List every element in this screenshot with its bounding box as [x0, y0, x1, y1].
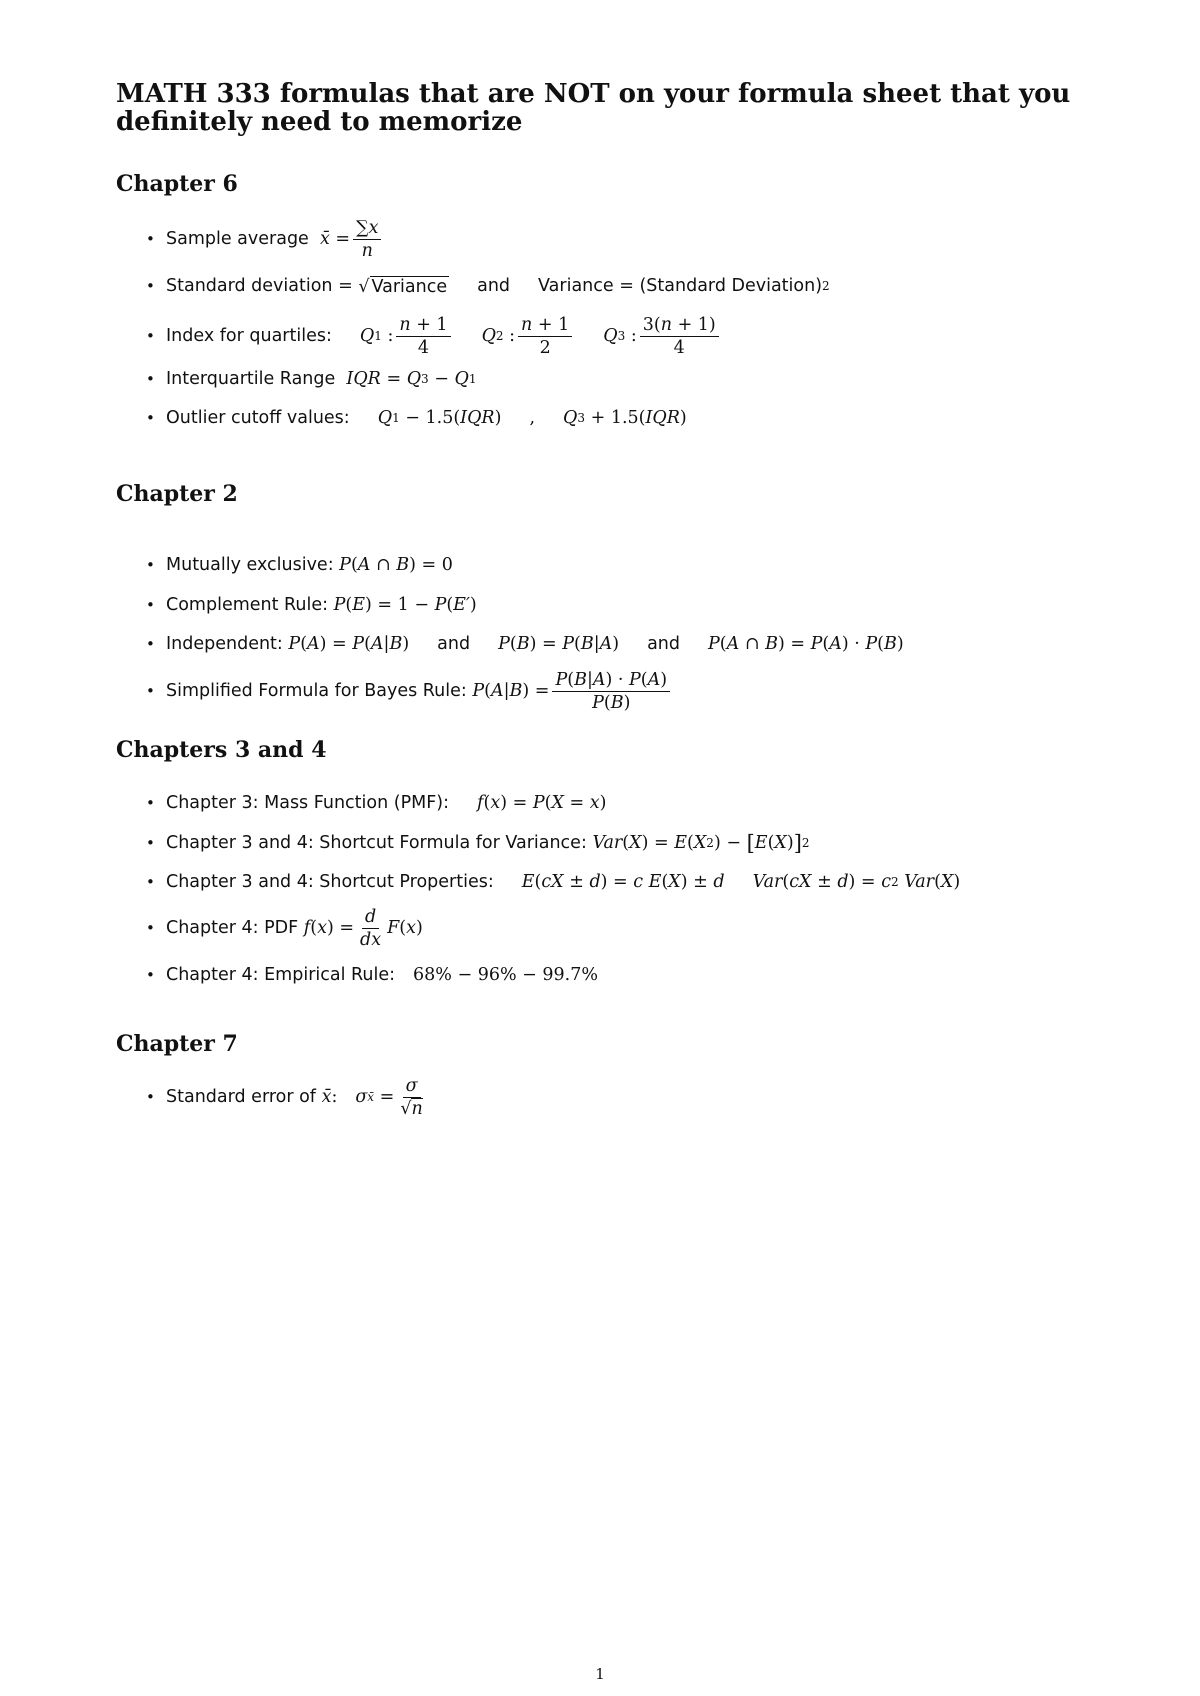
empirical-rule-values: 68% − 96% − 99.7%: [413, 965, 598, 985]
pdf-label: • Chapter 4: PDF: [166, 918, 299, 938]
variance-radicand: Variance: [371, 276, 448, 297]
section-heading-chapter-2: Chapter 2: [116, 481, 238, 507]
sample-average-label: • Sample average: [166, 229, 309, 249]
list-item: • Independent: P ( A ) = P ( A | B ) and P ( B ) = P ( B | A ) and P ( A ∩ B ) = P ( A ) · P ( B ): [116, 625, 1096, 663]
list-item: • Outlier cutoff values: Q 1 − 1.5( IQR ) , Q 3 + 1.5( IQR ): [116, 398, 1096, 438]
outlier-label: • Outlier cutoff values:: [166, 408, 350, 428]
list-item: • Interquartile Range IQR = Q 3 − Q 1: [116, 360, 1096, 398]
std-dev-term: (Standard Deviation): [639, 276, 823, 296]
list-item: • Complement Rule: P ( E ) = 1 − P ( E′ ): [116, 585, 1096, 625]
section-heading-chapter-7: Chapter 7: [116, 1031, 238, 1057]
variance-label: Variance: [538, 276, 614, 296]
pmf-label: • Chapter 3: Mass Function (PMF):: [166, 793, 450, 813]
list-item: • Mutually exclusive: P ( A ∩ B ) = 0: [116, 545, 1096, 585]
chapters-3-and-4-list: [116, 783, 1096, 995]
and-connector: and: [477, 276, 511, 296]
list-item: • Standard deviation = √ Variance and Variance = (Standard Deviation) 2: [116, 260, 1096, 312]
list-item: • Chapter 3 and 4: Shortcut Properties: E ( cX ± d ) = c E ( X ) ± d Var ( cX ± d ) = c 2 Var ( X ): [116, 863, 1096, 901]
section-heading-chapter-6: Chapter 6: [116, 171, 238, 197]
page-title: MATH 333 formulas that are NOT on your formula sheet that you definitely need to memorize: [116, 79, 1071, 137]
standard-error-label: • Standard error of: [166, 1087, 316, 1107]
variance-shortcut-label: • Chapter 3 and 4: Shortcut Formula for Variance:: [166, 833, 587, 853]
list-item: [116, 955, 1096, 995]
and-connector: and: [437, 634, 471, 654]
chapter-2-list: [116, 555, 1096, 719]
list-item: • Sample average x̄ = $\frac{\sum x}{n}$: [116, 218, 1096, 260]
std-dev-label: • Standard deviation: [166, 276, 333, 296]
empirical-rule-label: • Chapter 4: Empirical Rule:: [166, 965, 396, 985]
iqr-label: • Interquartile Range: [166, 369, 336, 389]
list-item: • Index for quartiles: Q 1 : $\frac{n + 1}{4}$ Q 2 : $\frac{n + 1}{2}$ Q 3 : $\frac{3(n + 1)}{4}$: [116, 312, 1096, 360]
list-item: • Standard error of x̄ : σ x̄ = $\frac{\sigma}{√n}$: [116, 1070, 1096, 1124]
list-item: • Chapter 3: Mass Function (PMF): f ( x ) = P ( X = x ): [116, 783, 1096, 823]
shortcut-properties-label: • Chapter 3 and 4: Shortcut Properties:: [166, 872, 494, 892]
chapter-7-list: [116, 1070, 1096, 1124]
and-connector: and: [647, 634, 681, 654]
chapter-6-list: [116, 218, 1096, 438]
independent-label: • Independent:: [166, 634, 283, 654]
complement-rule-label: • Complement Rule:: [166, 595, 329, 615]
quartile-index-label: • Index for quartiles:: [166, 326, 332, 346]
page-number: 1: [595, 1665, 605, 1683]
mutually-exclusive-label: • Mutually exclusive:: [166, 555, 334, 575]
list-item: • Simplified Formula for Bayes Rule: P ( A | B ) = $\frac{P(B|A) \cdot P(A)}{P(B)}$: [116, 663, 1096, 719]
bayes-rule-label: • Simplified Formula for Bayes Rule:: [166, 681, 467, 701]
list-item: • Chapter 3 and 4: Shortcut Formula for Variance: Var ( X ) = E ( X 2 ) − [ E ( X ) ] 2: [116, 823, 1096, 863]
list-item: • Chapter 4: PDF f ( x ) = $\frac{d}{dx}$ F ( x ): [116, 901, 1096, 955]
section-heading-chapters-3-and-4: Chapters 3 and 4: [116, 737, 327, 763]
